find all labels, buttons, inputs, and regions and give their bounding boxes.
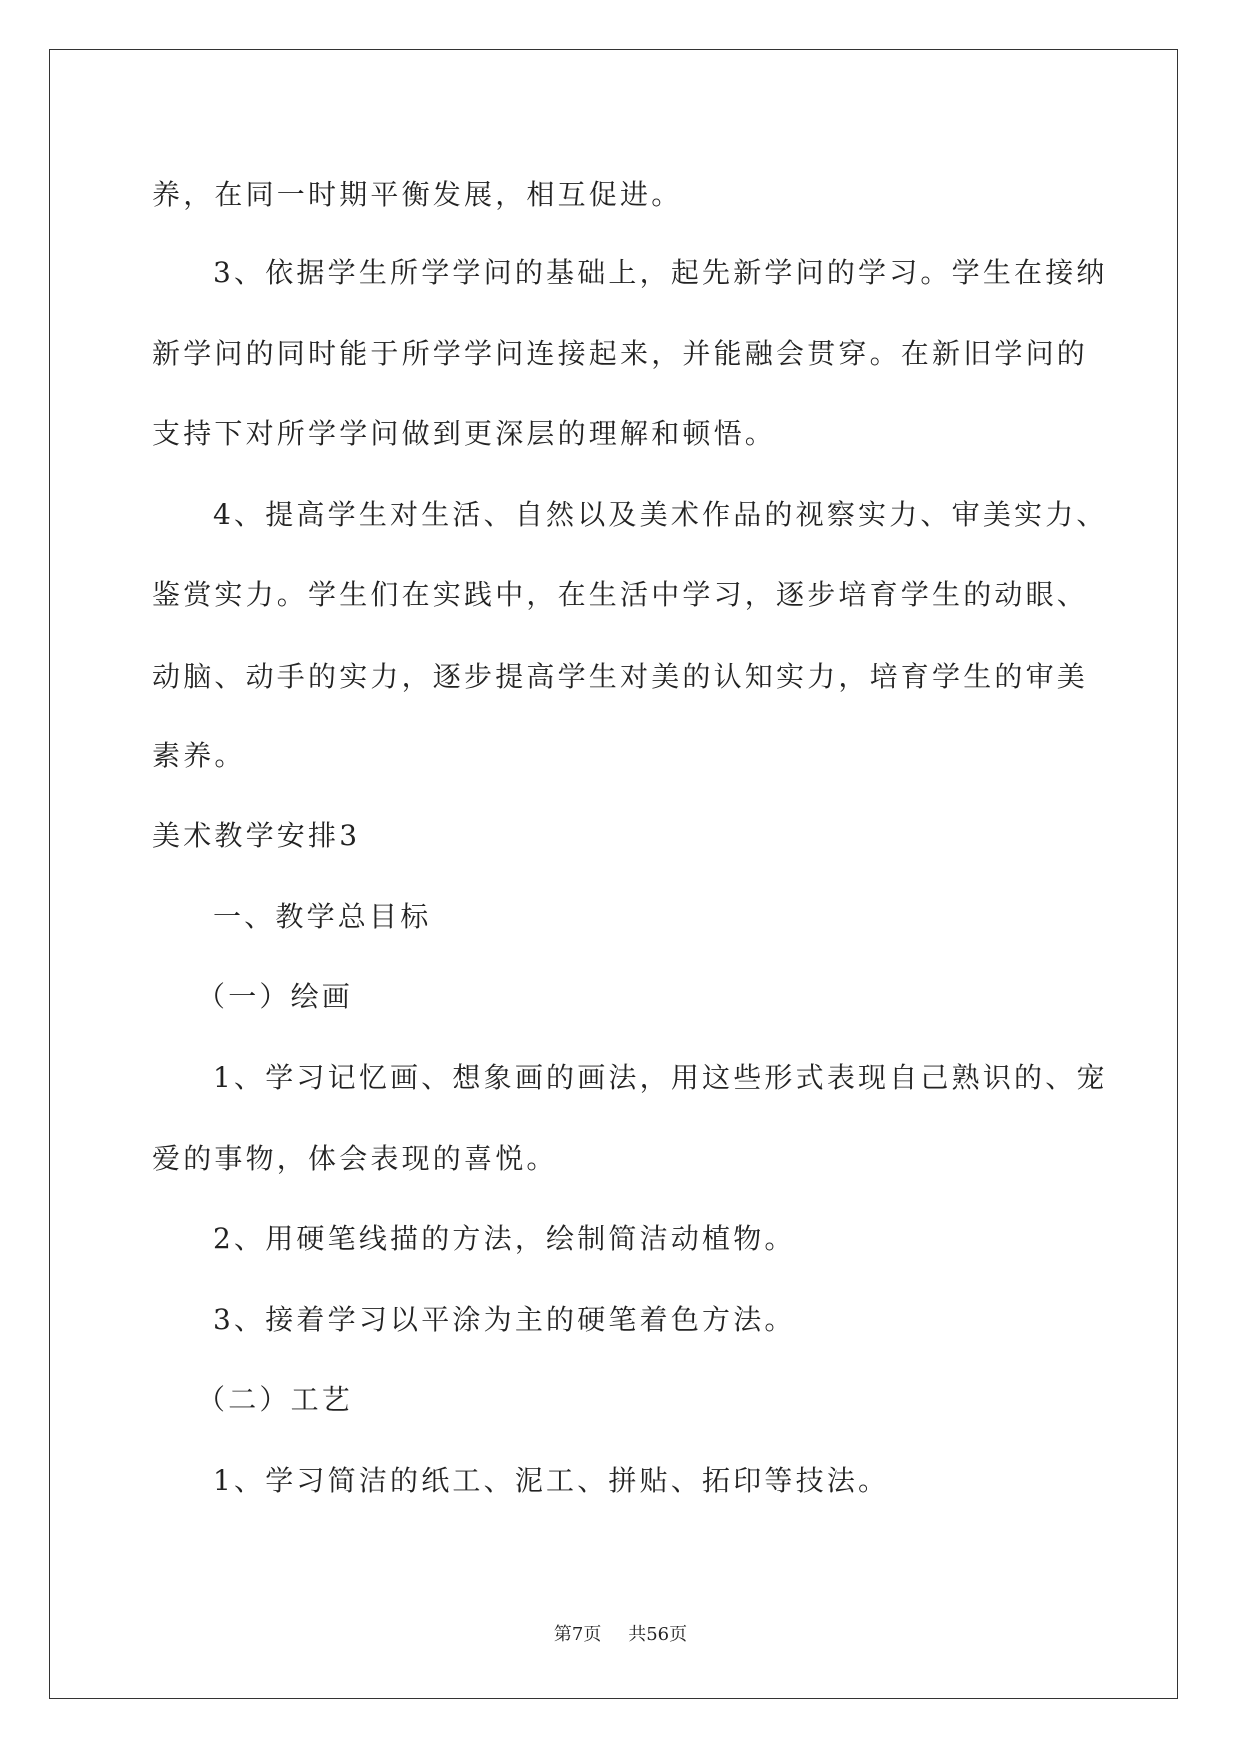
- page-border: [49, 49, 1178, 1699]
- body-line: 4、提高学生对生活、自然以及美术作品的视察实力、审美实力、: [213, 498, 1108, 531]
- page-total: 共56页: [628, 1624, 688, 1645]
- body-line: 鉴赏实力。学生们在实践中，在生活中学习，逐步培育学生的动眼、: [152, 578, 1089, 611]
- subheading: （一）绘画: [197, 980, 354, 1013]
- body-line: 素养。: [152, 739, 246, 772]
- body-line: 养，在同一时期平衡发展，相互促进。: [152, 178, 683, 211]
- body-line: 新学问的同时能于所学学问连接起来，并能融会贯穿。在新旧学问的: [152, 337, 1089, 370]
- body-line: 3、接着学习以平涂为主的硬笔着色方法。: [213, 1303, 796, 1336]
- body-line: 1、学习记忆画、想象画的画法，用这些形式表现自己熟识的、宠: [213, 1061, 1108, 1094]
- subheading: 一、教学总目标: [213, 900, 432, 933]
- body-line: 2、用硬笔线描的方法，绘制简洁动植物。: [213, 1222, 796, 1255]
- body-line: 3、依据学生所学学问的基础上，起先新学问的学习。学生在接纳: [213, 256, 1108, 289]
- section-heading: 美术教学安排3: [152, 819, 361, 852]
- body-line: 爱的事物，体会表现的喜悦。: [152, 1142, 558, 1175]
- page-footer: [0, 1620, 1241, 1646]
- page-number: 第7页: [553, 1624, 602, 1645]
- body-line: 动脑、动手的实力，逐步提高学生对美的认知实力，培育学生的审美: [152, 660, 1089, 693]
- body-line: 1、学习简洁的纸工、泥工、拼贴、拓印等技法。: [213, 1464, 890, 1497]
- body-line: 支持下对所学学问做到更深层的理解和顿悟。: [152, 417, 777, 450]
- subheading: （二）工艺: [197, 1383, 354, 1416]
